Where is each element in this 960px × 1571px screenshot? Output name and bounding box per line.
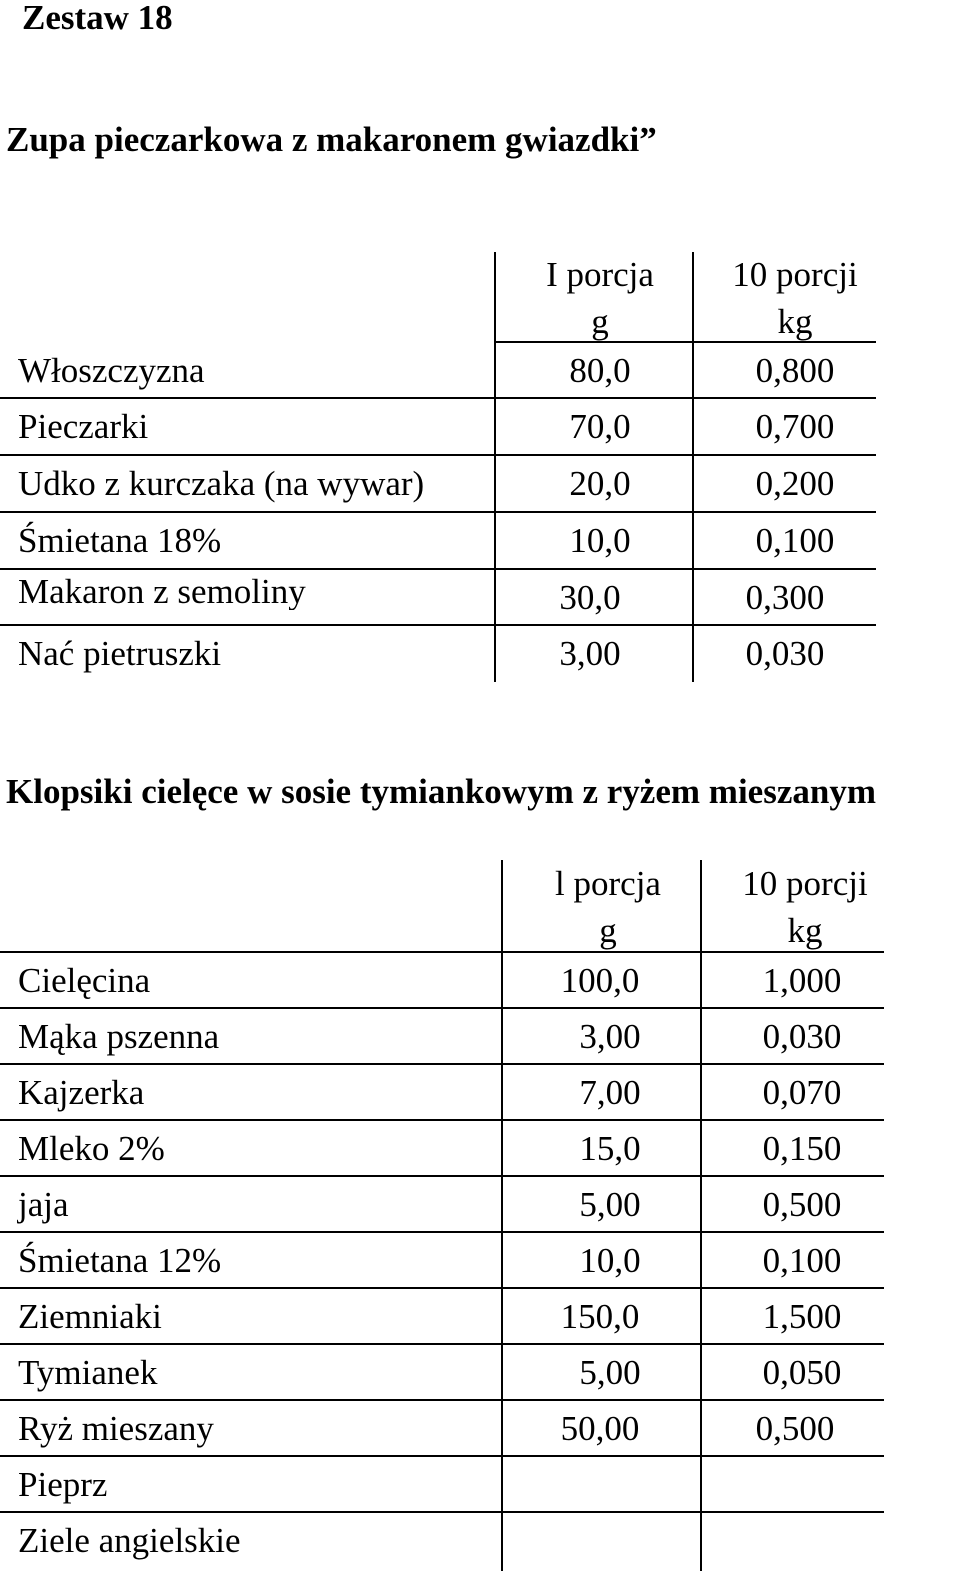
- ten-portions-value: 1,500: [762, 1297, 842, 1336]
- portion-value: 30,0: [559, 578, 621, 617]
- portion-value: 70,0: [569, 407, 631, 446]
- ten-portions-value: 0,070: [762, 1073, 842, 1112]
- ingredient-name: Pieczarki: [18, 407, 149, 446]
- ten-portions-value: 0,150: [762, 1129, 842, 1168]
- column-header-ten-portions-unit: kg: [787, 911, 823, 950]
- table-divider: [0, 1175, 884, 1177]
- ingredient-name: Mleko 2%: [18, 1129, 165, 1168]
- column-header-ten-portions: 10 porcji: [742, 864, 868, 903]
- table-divider: [0, 397, 876, 399]
- portion-value: 10,0: [569, 521, 631, 560]
- ingredient-name: Mąka pszenna: [18, 1017, 220, 1056]
- table-divider: [0, 1511, 884, 1513]
- ten-portions-value: 0,030: [745, 634, 825, 673]
- portion-value: 5,00: [579, 1185, 641, 1224]
- portion-value: 20,0: [569, 464, 631, 503]
- ingredient-name: Cielęcina: [18, 961, 151, 1000]
- ingredient-name: Ziele angielskie: [18, 1521, 241, 1560]
- portion-value: 15,0: [579, 1129, 641, 1168]
- table-divider: [0, 568, 876, 570]
- ten-portions-value: 0,030: [762, 1017, 842, 1056]
- portion-value: 5,00: [579, 1353, 641, 1392]
- table-divider: [0, 1007, 884, 1009]
- portion-value: 50,00: [560, 1409, 640, 1448]
- column-header-portion-unit: g: [591, 302, 609, 341]
- ingredient-name: Pieprz: [18, 1465, 108, 1504]
- table-divider: [0, 1399, 884, 1401]
- ten-portions-value: 0,050: [762, 1353, 842, 1392]
- ingredient-name: Makaron z semoliny: [18, 572, 306, 610]
- ingredient-name: Włoszczyzna: [18, 351, 205, 390]
- table-divider: [0, 1119, 884, 1121]
- ingredient-name: Kajzerka: [18, 1073, 145, 1112]
- ingredient-name: Ryż mieszany: [18, 1409, 214, 1448]
- portion-value: 80,0: [569, 351, 631, 390]
- portion-value: 7,00: [579, 1073, 641, 1112]
- table-divider: [0, 1287, 884, 1289]
- portion-value: 3,00: [559, 634, 621, 673]
- page-heading: Zestaw 18: [22, 0, 173, 37]
- table-divider: [0, 511, 876, 513]
- portion-value: 100,0: [560, 961, 640, 1000]
- recipe-title-soup: Zupa pieczarkowa z makaronem gwiazdki”: [6, 120, 657, 159]
- ten-portions-value: 1,000: [762, 961, 842, 1000]
- ten-portions-value: 0,200: [755, 464, 835, 503]
- table-divider: [0, 1231, 884, 1233]
- ingredient-name: Śmietana 12%: [18, 1241, 222, 1280]
- soup-ingredients-table: [0, 252, 960, 682]
- ten-portions-value: 0,500: [755, 1409, 835, 1448]
- table-divider: [494, 341, 876, 343]
- table-divider: [0, 1343, 884, 1345]
- table-divider: [0, 624, 876, 626]
- ten-portions-value: 0,700: [755, 407, 835, 446]
- portion-value: 3,00: [579, 1017, 641, 1056]
- ten-portions-value: 0,500: [762, 1185, 842, 1224]
- table-divider: [0, 1455, 884, 1457]
- ten-portions-value: 0,100: [762, 1241, 842, 1280]
- ten-portions-value: 0,800: [755, 351, 835, 390]
- column-header-portion-unit: g: [599, 911, 617, 950]
- table-divider: [0, 1063, 884, 1065]
- portion-value: 10,0: [579, 1241, 641, 1280]
- ingredient-name: Udko z kurczaka (na wywar): [18, 464, 425, 503]
- ingredient-name: Nać pietruszki: [18, 634, 222, 673]
- ingredient-name: jaja: [18, 1185, 69, 1224]
- ingredient-name: Ziemniaki: [18, 1297, 162, 1336]
- column-header-ten-portions: 10 porcji: [732, 255, 858, 294]
- column-header-portion: I porcja: [546, 255, 654, 294]
- recipe-title-meatballs: Klopsiki cielęce w sosie tymiankowym z ryżem mieszanym: [6, 772, 876, 811]
- portion-value: 150,0: [560, 1297, 640, 1336]
- ten-portions-value: 0,100: [755, 521, 835, 560]
- column-header-portion: l porcja: [555, 864, 661, 903]
- table-divider: [0, 951, 884, 953]
- ingredient-name: Tymianek: [18, 1353, 158, 1392]
- ten-portions-value: 0,300: [745, 578, 825, 617]
- ingredient-name: Śmietana 18%: [18, 521, 222, 560]
- meatballs-ingredients-table: [0, 860, 960, 1571]
- column-header-ten-portions-unit: kg: [777, 302, 813, 341]
- table-divider: [0, 454, 876, 456]
